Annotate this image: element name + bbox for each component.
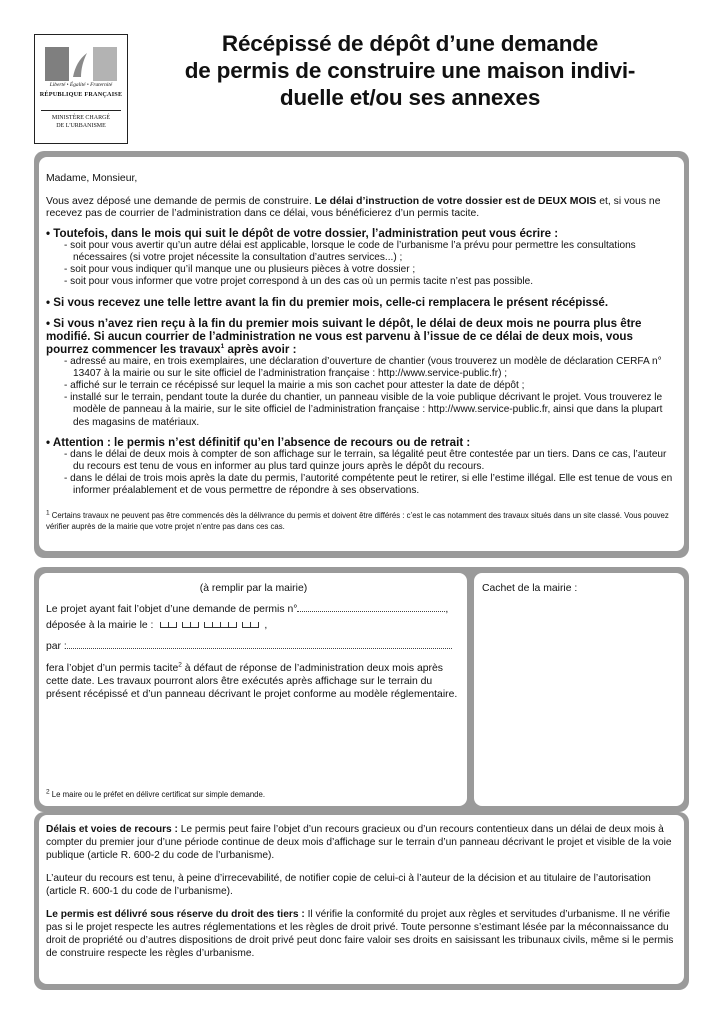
applicant-field[interactable] [67,639,452,649]
permit-number-field[interactable] [297,602,445,612]
list-item: - dans le délai de deux mois à compter de son affichage sur le terrain, sa légalité peut être contestée par un tiers. Dans ce cas, l’auteur du recours est tenu de vous en informer au plus tard quinze jours après le dépôt du recours. [64,448,667,473]
deposit-date-field[interactable] [160,620,264,633]
notification-paragraph: L’auteur du recours est tenu, à peine d’irrecevabilité, de notifier copie de celui-ci à l’auteur de la décision et au titulaire de l’autorisation (article R. 600-1 du code de l’urbanisme). [46,873,651,897]
form-header: (à remplir par la mairie) [199,583,308,594]
list-item: - soit pour vous indiquer qu’il manque une ou plusieurs pièces à votre dossier ; [64,264,416,276]
republique-francaise-logo [34,34,128,144]
section-heading: • Si vous recevez une telle lettre avant la fin du premier mois, celle-ci remplacera le présent récépissé. [46,295,609,309]
list-item: - affiché sur le terrain ce récépissé sur lequel la mairie a mis son cachet pour attester la date de dépôt ; [64,380,525,391]
mairie-form [39,573,467,806]
footnote: $^2$ Le maire ou le préfet en délivre certificat sur simple demande. [46,788,266,799]
greeting: Madame, Monsieur, [46,173,138,184]
recours-paragraph: Délais et voies de recours : Le permis peut faire l’objet d’un recours gracieux ou d’un recours contentieux dans un délai de deux mois à compter du premier jour d’une période continue de deux mois d’affichage sur le terrain d’un panneau décrivant le projet et visible de la voie publique (article R. 600-2 du code de l’urbanisme). [46,824,672,861]
permit-number-line: Le projet ayant fait l’objet d’une demande de permis n° , [46,603,449,615]
mairie-panel [34,567,689,812]
section-travaux [46,317,676,429]
cachet-box [474,573,684,806]
list-item: - soit pour vous avertir qu’un autre délai est applicable, lorsque le code de l’urbanisme l’a prévu pour permettre les consultations nécessaires (si votre projet nécessite la consultation d’autres services...) ; [64,239,636,263]
logo-divider [41,110,121,111]
list-item: - soit pour vous informer que votre projet correspond à un des cas où un permis tacite n’est pas possible. [64,276,534,288]
list-item: - dans le délai de trois mois après la date du permis, l’autorité compétente peut le retirer, si elle l’estime illégal. Elle est tenue de vous en informer préalablement et de vous permettre de répondre à ses observations. [64,473,673,497]
logo-ministry: MINISTÈRE CHARGÉ DE L'URBANISME [51,115,111,129]
footnote: $^1$ Certains travaux ne peuvent pas être commencés dès la délivrance du permis et doivent être différés : c’est le cas notamment des travaux situés dans un site classé. Vous pouvez vérifier auprès de la mairie que votre projet n’entre pas dans ces cas. [46,509,669,531]
section-heading: • Toutefois, dans le mois qui suit le dépôt de votre dossier, l’administration peut vous écrire : [46,226,559,240]
section-heading: • Attention : le permis n’est définitif qu’en l’absence de recours ou de retrait : [46,435,471,449]
page-title: Récépissé de dépôt d’une demande de permis de construire une maison indivi- duelle et/ou ses annexes [184,31,636,110]
section-heading: • Si vous n’avez rien reçu à la fin du premier mois suivant le dépôt, le délai de deux mois ne pourra plus être modifié. Si aucun courrier de l’administration ne vous est parvenu à l’issue de ce délai de deux mois, vous pourrez commencer les travaux$^1$ après avoir : [46,316,642,356]
logo-motto: Liberté • Égalité • Fraternité [49,82,113,88]
info-panel [34,151,689,558]
applicant-line: par : [46,639,461,654]
cachet-label: Cachet de la mairie : [482,583,578,594]
deposit-date-line: déposée à la mairie le : , [46,620,268,632]
section-courrier [46,227,676,289]
info-panel-content [39,157,684,551]
logo-republic: RÉPUBLIQUE FRANÇAISE [39,91,123,98]
marianne-flag-emblem [45,47,117,81]
tacit-permit-text: fera l’objet d’un permis tacite$^2$ à défaut de réponse de l’administration deux mois après cette date. Les travaux pourront alors être exécutés après affichage sur le terrain du présent récépissé et d’un panneau décrivant le projet conforme au modèle réglementaire. [46,661,458,700]
section-attention [46,436,676,498]
recours-panel [34,812,689,990]
droit-tiers-paragraph: Le permis est délivré sous réserve du droit des tiers : Il vérifie la conformité du projet aux règles et servitudes d’urbanisme. Il ne vérifie pas si le projet respecte les autres réglementations et les règles de droit privé. Toute personne s’estimant lésée par la méconnaissance du droit de propriété ou d’autres dispositions de droit privé peut donc faire valoir ses droits en saisissant les tribunaux civils, même si le permis de construire respecte les règles d’urbanisme. [46,909,674,959]
intro-paragraph: Vous avez déposé une demande de permis de construire. Le délai d’instruction de votre dossier est de DEUX MOIS et, si vous ne recevez pas de courrier de l’administration dans ce délai, vous bénéficierez d’un permis tacite. [46,195,661,220]
list-item: - adressé au maire, en trois exemplaires, une déclaration d’ouverture de chantier (vous trouverez un modèle de déclaration CERFA n° 13407 à la mairie ou sur le site officiel de l’administration française : http://www.service-public.fr) ; [64,355,662,379]
list-item: - installé sur le terrain, pendant toute la durée du chantier, un panneau visible de la voie publique décrivant le projet. Vous trouverez le modèle de panneau à la mairie, sur le site officiel de l’administration française : http://www.service-public.fr, ainsi que dans la plupart des magasins de matériaux. [64,392,663,428]
recours-content [39,815,684,984]
